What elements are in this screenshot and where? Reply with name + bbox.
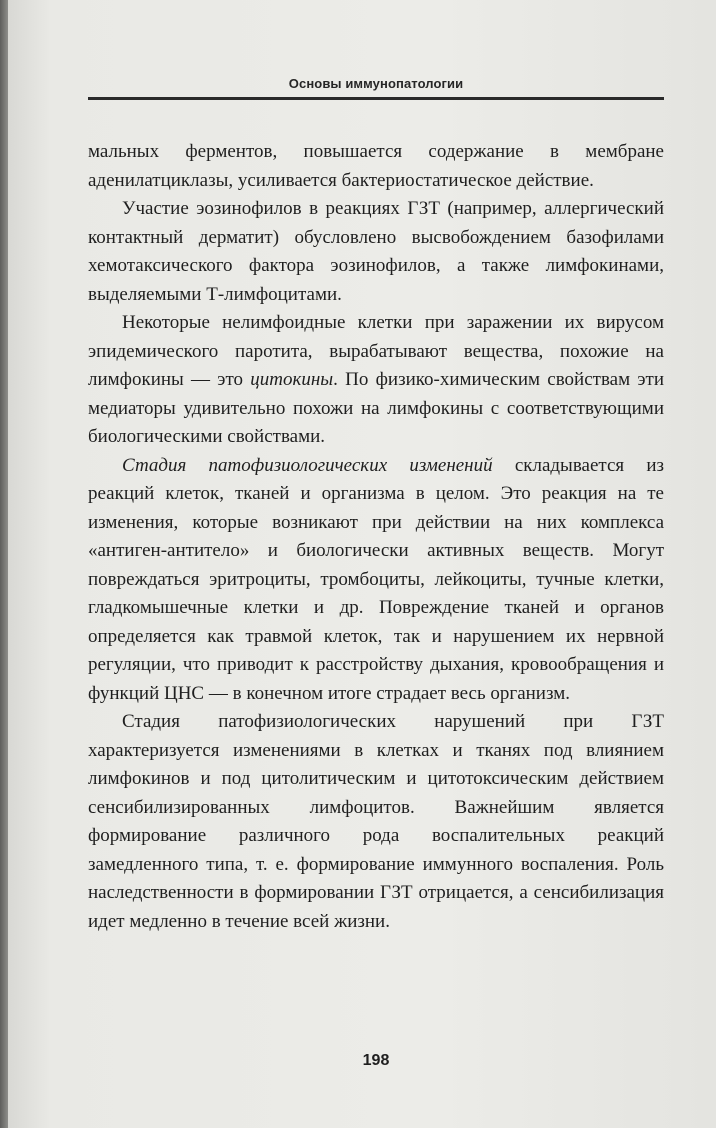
paragraph-text: . По физико-химическим свойствам эти медиаторы удивительно похожи на лимфокины с соответствующими биологическими свойствами. [88,369,664,447]
paragraph-5 [88,708,664,936]
scanner-edge [0,0,8,1128]
paragraph-4 [88,452,664,709]
paragraph-text: Участие эозинофилов в реакциях ГЗТ (например, аллергический контактный дерматит) обусловлено высвобождением базофилами хемотаксического фактора эозинофилов, а также лимфокинами, выделяемыми Т-лимфоцитами. [88,198,664,305]
paragraph-2 [88,195,664,309]
page-number: 198 [362,1052,390,1069]
paragraph-text: Стадия патофизиологических нарушений при ГЗТ характеризуется изменениями в клетках и тканях под влиянием лимфокинов и под цитолитическим и цитотоксическим действием сенсибилизированных лимфоцитов. Важнейшим является формирование различного рода воспалительных реакций замедленного типа, т. е. формирование иммунного воспаления. Роль наследственности в формировании ГЗТ отрицается, а сенсибилизация идет медленно в течение всей жизни. [88,711,664,932]
paragraph-3 [88,309,664,452]
running-head: Основы иммунопатологии [288,76,464,91]
body-text [88,138,664,936]
italic-term-cytokines: цитокины [250,369,334,390]
italic-term-stage: Стадия патофизиологических изменений [122,454,493,476]
paragraph-1 [88,138,664,195]
book-page [8,0,716,1128]
paragraph-text: складывается из реакций клеток, тканей и организма в целом. Это реакция на те изменения, которые возникают при действии на них комплекса «антиген-антитело» и биологически активных веществ. Могут повреждаться эритроциты, тромбоциты, лейкоциты, тучные клетки, гладкомышечные клетки и др. Повреждение тканей и органов определяется как травмой клеток, так и нарушением их нервной регуляции, что приводит к расстройству дыхания, кровообращения и функций ЦНС — в конечном итоге страдает весь организм. [88,454,664,704]
paragraph-text: мальных ферментов, повышается содержание в мембране аденилатциклазы, усиливается бактериостатическое действие. [88,141,664,191]
paragraph-text: Некоторые нелимфоидные клетки при заражении их вирусом эпидемического паротита, вырабатывают вещества, похожие на лимфокины — это [88,312,664,390]
header-rule [88,97,664,100]
